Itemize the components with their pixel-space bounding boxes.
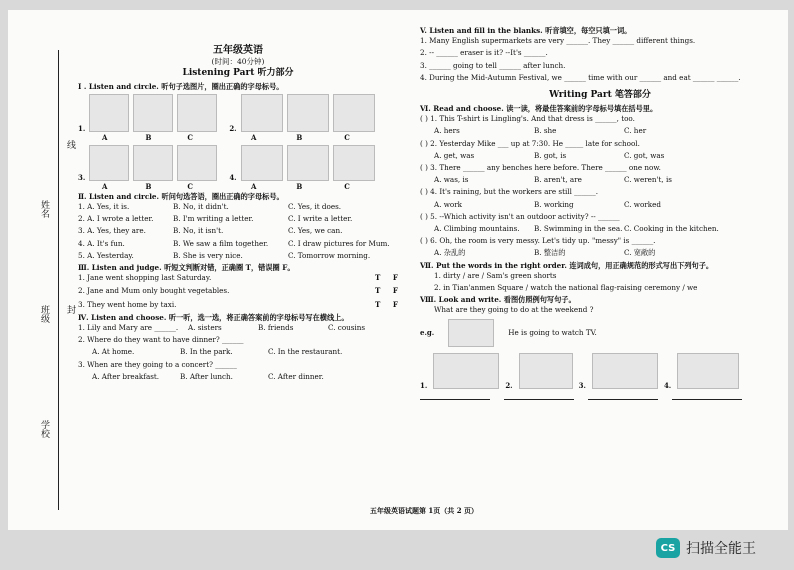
item-number: 1. bbox=[78, 123, 86, 133]
option-b: B. In the park. bbox=[180, 347, 233, 357]
choice-letter: B bbox=[145, 181, 152, 191]
question-row bbox=[420, 127, 780, 134]
option-c: C. got, was bbox=[624, 150, 665, 160]
picture-group bbox=[677, 353, 739, 389]
judge-statement: 3. They went home by taxi. bbox=[78, 299, 177, 309]
choice-letter: C bbox=[187, 132, 193, 142]
question-text: 2. Where do they want to have dinner? ______ bbox=[78, 335, 244, 345]
answer-line[interactable] bbox=[588, 393, 658, 400]
picture-3b bbox=[133, 145, 173, 181]
scanner-label: 扫描全能王 bbox=[686, 541, 756, 557]
choice-question: ( ) 3. There ______ any benches here before. There ______ one now. bbox=[420, 163, 661, 173]
option-b: B. I'm writing a letter. bbox=[173, 214, 254, 224]
option-c: C. Yes, we can. bbox=[288, 226, 343, 236]
option-a: 2. A. I wrote a letter. bbox=[78, 214, 154, 224]
option-a: 4. A. It's fun. bbox=[78, 238, 125, 248]
choice-letter: A bbox=[250, 132, 257, 142]
false-option[interactable]: F bbox=[392, 299, 398, 309]
choice-letter: C bbox=[187, 181, 193, 191]
class-label: 班级 bbox=[39, 305, 49, 323]
answer-line[interactable] bbox=[504, 393, 574, 400]
option-c: C. After dinner. bbox=[268, 371, 324, 381]
example-picture bbox=[448, 319, 494, 347]
option-a: A. 杂乱的 bbox=[434, 248, 466, 258]
option-b: B. After lunch. bbox=[180, 371, 233, 381]
section-3-heading: Ⅲ. Listen and judge. 听短文判断对错，正确圈 T，错误圈 F。 bbox=[78, 262, 295, 272]
option-c: C. weren't, is bbox=[624, 175, 672, 185]
picture-2c bbox=[333, 94, 375, 132]
judge-statement: 2. Jane and Mum only bought vegetables. bbox=[78, 286, 230, 296]
option-c: C. worked bbox=[624, 199, 661, 209]
choice-question: ( ) 6. Oh, the room is very messy. Let's tidy up. "messy" is ______. bbox=[420, 236, 656, 246]
left-column bbox=[78, 24, 398, 385]
option-c: C. Tomorrow morning. bbox=[288, 250, 371, 260]
judge-item bbox=[78, 274, 398, 281]
choice-letters-row1 bbox=[78, 134, 398, 141]
section-2-heading: Ⅱ. Listen and circle. 听问句选答语，圈出正确的字母标号。 bbox=[78, 191, 284, 201]
false-option[interactable]: F bbox=[392, 286, 398, 296]
item-number: 4. bbox=[229, 172, 237, 182]
exam-sheet bbox=[8, 10, 788, 530]
section-5-heading: V. Listen and fill in the blanks. 听音填空，每空只填一词。 bbox=[420, 26, 632, 35]
picture-1a bbox=[89, 94, 129, 132]
option-a: A. hers bbox=[434, 126, 460, 136]
question-row bbox=[78, 373, 398, 380]
answer-lines bbox=[420, 393, 780, 400]
true-option[interactable]: T bbox=[375, 273, 381, 283]
question-row bbox=[420, 152, 780, 159]
answer-line[interactable] bbox=[672, 393, 742, 400]
choice-letter: B bbox=[145, 132, 152, 142]
seal-mark: 封 bbox=[65, 305, 75, 314]
question-row bbox=[78, 324, 398, 331]
option-b: B. Swimming in the sea. bbox=[534, 224, 623, 234]
name-label: 姓名 bbox=[39, 200, 49, 218]
question-row bbox=[78, 203, 398, 210]
seal-mark: 线 bbox=[65, 140, 75, 149]
choice-letters-row2 bbox=[78, 183, 398, 190]
option-a: A. get, was bbox=[434, 150, 475, 160]
item-number: 1. bbox=[420, 380, 428, 390]
example-sentence: He is going to watch TV. bbox=[508, 328, 597, 338]
choice-letter: A bbox=[250, 181, 257, 191]
picture-4a bbox=[241, 145, 283, 181]
fill-line: 1. Many English supermarkets are very ______. They ______ different things. bbox=[420, 36, 696, 46]
option-b: B. She is very nice. bbox=[173, 250, 243, 260]
item-number: 3. bbox=[578, 380, 586, 390]
school-label: 学校 bbox=[39, 420, 49, 438]
picture-2b bbox=[287, 94, 329, 132]
look-write-question: What are they going to do at the weekend ? bbox=[434, 305, 594, 315]
option-a: A. sisters bbox=[188, 322, 222, 332]
fill-line: 2. -- ______ eraser is it? --It's ______. bbox=[420, 48, 548, 58]
judge-statement: 1. Jane went shopping last Saturday. bbox=[78, 273, 212, 283]
order-item: 1. dirty / are / Sam's green shorts bbox=[434, 270, 557, 280]
option-c: C. cousins bbox=[328, 322, 366, 332]
binding-margin bbox=[18, 50, 74, 510]
writing-part-title: Writing Part 笔答部分 bbox=[549, 90, 651, 101]
order-item: 2. in Tian'anmen Square / watch the national flag-raising ceremony / we bbox=[434, 283, 698, 293]
option-b: B. No, it isn't. bbox=[173, 226, 224, 236]
picture-1c bbox=[177, 94, 217, 132]
fill-line: 4. During the Mid-Autumn Festival, we ______ time with our ______ and eat ______ ______. bbox=[420, 72, 741, 82]
picture-4c bbox=[333, 145, 375, 181]
question-row bbox=[420, 176, 780, 183]
true-option[interactable]: T bbox=[375, 299, 381, 309]
option-c: C. Cooking in the kitchen. bbox=[624, 224, 719, 234]
choice-letter: A bbox=[102, 181, 108, 191]
example-label: e.g. bbox=[420, 328, 435, 338]
option-c: C. I draw pictures for Mum. bbox=[288, 238, 390, 248]
option-a: 1. A. Yes, it is. bbox=[78, 201, 130, 211]
choice-question: ( ) 4. It's raining, but the workers are still ______. bbox=[420, 187, 598, 197]
page-footer: 五年级英语试题第 1页（共 2 页） bbox=[370, 506, 479, 515]
picture-mouse-flute bbox=[433, 353, 499, 389]
look-write-pictures bbox=[420, 353, 780, 389]
exam-title: 五年级英语 bbox=[213, 45, 263, 56]
picture-football bbox=[519, 353, 573, 389]
option-a: A. work bbox=[434, 199, 463, 209]
choice-letter: A bbox=[102, 132, 108, 142]
item-number: 2. bbox=[229, 123, 237, 133]
scanner-watermark bbox=[656, 538, 756, 558]
picture-3a bbox=[89, 145, 129, 181]
picture-picnic bbox=[592, 353, 658, 389]
choice-question: ( ) 5. --Which activity isn't an outdoor activity? -- ______ bbox=[420, 211, 620, 221]
question-row bbox=[78, 215, 398, 222]
choice-letter: C bbox=[344, 181, 350, 191]
picture-2a bbox=[241, 94, 283, 132]
right-column bbox=[420, 24, 780, 400]
option-b: B. friends bbox=[258, 322, 294, 332]
section-1-heading: I . Listen and circle. 听句子选图片，圈出正确的字母标号。 bbox=[78, 81, 284, 91]
question-row bbox=[420, 225, 780, 232]
question-row bbox=[78, 240, 398, 247]
item-number: 2. bbox=[505, 380, 513, 390]
choice-letter: C bbox=[344, 132, 350, 142]
option-a: A. After breakfast. bbox=[92, 371, 160, 381]
choice-question: ( ) 2. Yesterday Mike ___ up at 7:30. He _____ late for school. bbox=[420, 138, 640, 148]
judge-item bbox=[78, 301, 398, 308]
question-row bbox=[420, 201, 780, 208]
question-row bbox=[78, 348, 398, 355]
option-c: C. Yes, it does. bbox=[288, 201, 342, 211]
option-c: C. In the restaurant. bbox=[268, 347, 343, 357]
option-b: B. she bbox=[534, 126, 557, 136]
section-1-pictures-row2 bbox=[78, 145, 398, 181]
binding-line bbox=[58, 50, 59, 510]
option-c: C. her bbox=[624, 126, 647, 136]
picture-1b bbox=[133, 94, 173, 132]
item-number: 4. bbox=[663, 380, 672, 390]
listening-part-title: Listening Part 听力部分 bbox=[182, 67, 294, 78]
exam-time: (时间：40分钟) bbox=[211, 57, 265, 66]
judge-item bbox=[78, 287, 398, 294]
fill-line: 3. ______ going to tell ______ after lunch. bbox=[420, 60, 566, 70]
question-row bbox=[420, 249, 780, 256]
section-1-pictures-row1 bbox=[78, 94, 398, 132]
false-option[interactable]: F bbox=[392, 273, 398, 283]
question-text: 1. Lily and Mary are ______. bbox=[78, 322, 179, 332]
choice-letter: B bbox=[296, 132, 303, 142]
question-row bbox=[78, 252, 398, 259]
option-a: A. Climbing mountains. bbox=[434, 224, 520, 234]
true-option[interactable]: T bbox=[375, 286, 381, 296]
picture-3c bbox=[177, 145, 217, 181]
section-7-heading: Ⅶ. Put the words in the right order. 连词成句，用正确规范的形式写出下列句子。 bbox=[420, 260, 714, 270]
answer-line[interactable] bbox=[420, 393, 490, 400]
option-c: C. 宽敞的 bbox=[624, 248, 656, 258]
option-a: A. was, is bbox=[434, 175, 469, 185]
item-number: 3. bbox=[78, 172, 86, 182]
option-a: A. At home. bbox=[92, 347, 135, 357]
section-6-heading: Ⅵ. Read and choose. 读一读，将最佳答案前的字母标号填在括号里。 bbox=[420, 104, 658, 114]
option-a: 5. A. Yesterday. bbox=[78, 250, 134, 260]
question-row bbox=[78, 227, 398, 234]
choice-letter: B bbox=[296, 181, 303, 191]
option-b: B. aren't, are bbox=[534, 175, 582, 185]
option-b: B. got, is bbox=[534, 150, 567, 160]
section-8-heading: Ⅷ. Look and write. 看图仿照例句写句子。 bbox=[420, 295, 576, 305]
option-b: B. working bbox=[534, 199, 574, 209]
option-b: B. We saw a film together. bbox=[173, 238, 269, 248]
picture-4b bbox=[287, 145, 329, 181]
option-a: 3. A. Yes, they are. bbox=[78, 226, 146, 236]
option-b: B. No, it didn't. bbox=[173, 201, 229, 211]
example-row bbox=[420, 319, 780, 347]
camscanner-icon: CS bbox=[656, 538, 680, 558]
option-b: B. 整洁的 bbox=[534, 248, 566, 258]
option-c: C. I write a letter. bbox=[288, 214, 353, 224]
choice-question: ( ) 1. This T-shirt is Lingling's. And that dress is ______, too. bbox=[420, 114, 635, 124]
question-text: 3. When are they going to a concert? ______ bbox=[78, 359, 237, 369]
section-4-heading: Ⅳ. Listen and choose. 听一听，选一选，将正确答案前的字母标号写在横线上。 bbox=[78, 312, 349, 322]
